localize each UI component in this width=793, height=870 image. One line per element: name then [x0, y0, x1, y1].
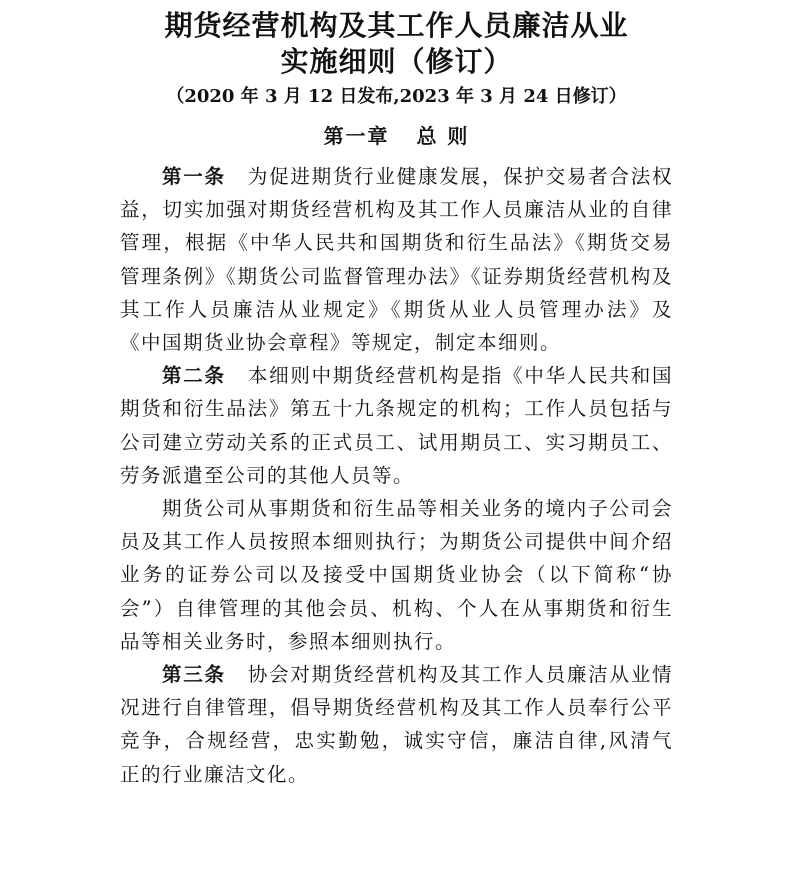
- article-2-paragraph-2: [120, 492, 673, 658]
- document-body: [120, 160, 673, 791]
- article-text: 为促进期货行业健康发展，保护交易者合法权益，切实加强对期货经营机构及其工作人员廉洁从业的自律管理，根据《中华人民共和国期货和衍生品法》《期货交易管理条例》《期货公司监督管理办法》《证券期货经营机构及其工作人员廉洁从业规定》《期货从业人员管理办法》及《中国期货业协会章程》等规定，制定本细则。: [120, 165, 673, 355]
- document-title-line-2: 实施细则（修订）: [280, 45, 513, 78]
- article-label: 第一条: [162, 165, 226, 188]
- chapter-heading: 第一章 总 则: [323, 124, 470, 148]
- article-label: 第三条: [162, 663, 226, 687]
- article-3: [120, 658, 673, 791]
- article-text: 协会对期货经营机构及其工作人员廉洁从业情况进行自律管理，倡导期货经营机构及其工作人员奉行公平竞争，合规经营，忠实勤勉，诚实守信，廉洁自律,风清气正的行业廉洁文化。: [120, 663, 673, 786]
- article-1: [120, 160, 673, 359]
- article-text: 本细则中期货经营机构是指《中华人民共和国期货和衍生品法》第五十九条规定的机构；工作人员包括与公司建立劳动关系的正式员工、试用期员工、实习期员工、劳务派遣至公司的其他人员等。: [120, 364, 673, 487]
- document-subtitle: （2020 年 3 月 12 日发布,2023 年 3 月 24 日修订）: [166, 86, 627, 107]
- document-title-line-1: 期货经营机构及其工作人员廉洁从业: [164, 9, 629, 42]
- article-2: [120, 359, 673, 492]
- article-text: 期货公司从事期货和衍生品等相关业务的境内子公司会员及其工作人员按照本细则执行；为期货公司提供中间介绍业务的证券公司以及接受中国期货业协会（以下简称“协会”）自律管理的其他会员、机构、个人在从事期货和衍生品等相关业务时，参照本细则执行。: [120, 497, 673, 653]
- article-label: 第二条: [162, 364, 226, 388]
